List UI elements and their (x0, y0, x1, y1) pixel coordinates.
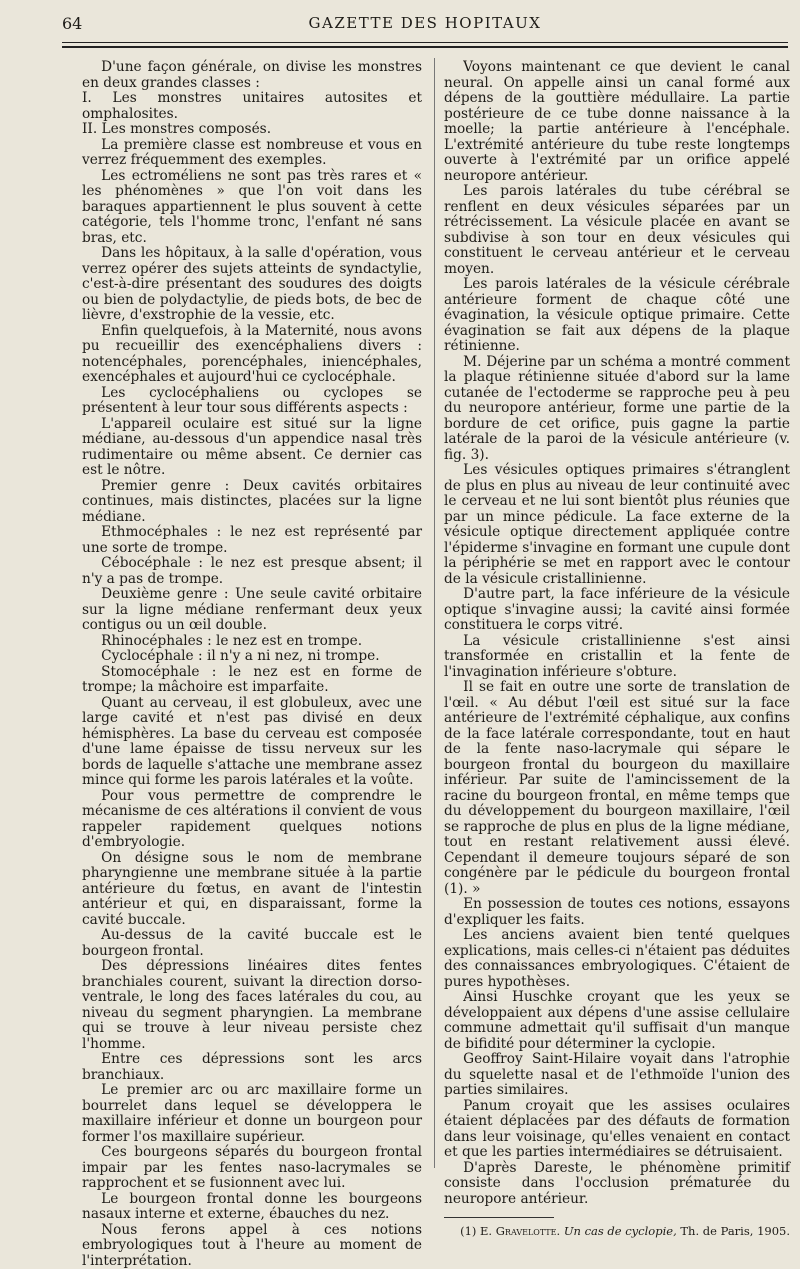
left-column (82, 60, 422, 1269)
paragraph: Entre ces dépressions sont les arcs branchiaux. (82, 1052, 422, 1083)
page-number: 64 (62, 14, 82, 33)
paragraph: Cébocéphale : le nez est presque absent; il n'y a pas de trompe. (82, 556, 422, 587)
running-title: GAZETTE DES HOPITAUX (62, 14, 788, 32)
paragraph: Des dépressions linéaires dites fentes branchiales courent, suivant la direction dorso-ventrale, le long des faces latérales du cou, au niveau du segment pharyngien. La membrane qui se trouve à leur niveau persiste chez l'homme. (82, 959, 422, 1052)
paragraph: Les vésicules optiques primaires s'étranglent de plus en plus au niveau de leur continuité avec le cerveau et ne lui sont bientôt plus réunies que par un mince pédicule. La face externe de la vésicule optique directement appliquée contre l'épiderme s'invagine en formant une cupule dont la périphérie se met en rapport avec le contour de la vésicule cristallinienne. (444, 463, 790, 587)
paragraph: Les cyclocéphaliens ou cyclopes se présentent à leur tour sous différents aspects : (82, 386, 422, 417)
paragraph: Deuxième genre : Une seule cavité orbitaire sur la ligne médiane renfermant deux yeux contigus ou un œil double. (82, 587, 422, 634)
paragraph: La vésicule cristallinienne s'est ainsi transformée en cristallin et la fente de l'invagination inférieure s'obture. (444, 634, 790, 681)
header-rule-thick (62, 46, 788, 48)
paragraph: Pour vous permettre de comprendre le mécanisme de ces altérations il convient de vous rappeler rapidement quelques notions d'embryologie. (82, 789, 422, 851)
paragraph: L'appareil oculaire est situé sur la ligne médiane, au-dessous d'un appendice nasal très rudimentaire ou même absent. Ce dernier cas est le nôtre. (82, 417, 422, 479)
paragraph: D'une façon générale, on divise les monstres en deux grandes classes : (82, 60, 422, 91)
paragraph: Ces bourgeons séparés du bourgeon frontal impair par les fentes naso-lacrymales se rapprochent et se fusionnent avec lui. (82, 1145, 422, 1192)
column-divider (434, 58, 435, 1168)
paragraph: D'après Dareste, le phénomène primitif consiste dans l'occlusion prématurée du neuropore antérieur. (444, 1161, 790, 1208)
paragraph: Panum croyait que les assises oculaires étaient déplacées par des défauts de formation dans leur voisinage, qu'elles venaient en contact et que les parties intermédiaires se détruisaient. (444, 1099, 790, 1161)
paragraph: Ainsi Huschke croyant que les yeux se développaient aux dépens d'une assise cellulaire commune admettait qu'il suffisait d'un manque de bifidité pour déterminer la cyclopie. (444, 990, 790, 1052)
paragraph: Quant au cerveau, il est globuleux, avec une large cavité et n'est pas divisé en deux hémisphères. La base du cerveau est composée d'une lame épaisse de tissu nerveux sur les bords de laquelle s'attache une membrane assez mince qui forme les parois latérales et la voûte. (82, 696, 422, 789)
paragraph: Geoffroy Saint-Hilaire voyait dans l'atrophie du squelette nasal et de l'ethmoïde l'union des parties similaires. (444, 1052, 790, 1099)
paragraph: Les anciens avaient bien tenté quelques explications, mais celles-ci n'étaient pas déduites des connaissances embryologiques. C'étaient de pures hypothèses. (444, 928, 790, 990)
header-rule-thin (62, 42, 788, 43)
footnote-title: Un cas de cyclopie, (564, 1224, 677, 1238)
paragraph: Cyclocéphale : il n'y a ni nez, ni trompe. (82, 649, 422, 665)
paragraph: Ethmocéphales : le nez est représenté par une sorte de trompe. (82, 525, 422, 556)
paragraph: Dans les hôpitaux, à la salle d'opération, vous verrez opérer des sujets atteints de syndactylie, c'est-à-dire présentant des soudures des doigts ou bien de polydactylie, de pieds bots, de bec de lièvre, d'exstrophie de la vessie, etc. (82, 246, 422, 324)
paragraph: Les parois latérales de la vésicule cérébrale antérieure forment de chaque côté une évagination, la vésicule optique primaire. Cette évagination se fait aux dépens de la plaque rétinienne. (444, 277, 790, 355)
paragraph: En possession de toutes ces notions, essayons d'expliquer les faits. (444, 897, 790, 928)
paragraph: Les parois latérales du tube cérébral se renflent en deux vésicules séparées par un rétrécissement. La vésicule placée en avant se subdivise à son tour en deux vésicules qui constituent le cerveau antérieur et le cerveau moyen. (444, 184, 790, 277)
footnote-marker: (1) E. (460, 1224, 492, 1238)
footnote-rule (444, 1217, 554, 1218)
paragraph: Stomocéphale : le nez est en forme de trompe; la mâchoire est imparfaite. (82, 665, 422, 696)
footnote-author: Gravelotte. (496, 1224, 560, 1238)
paragraph: Le bourgeon frontal donne les bourgeons nasaux interne et externe, ébauches du nez. (82, 1192, 422, 1223)
paragraph: Au-dessus de la cavité buccale est le bourgeon frontal. (82, 928, 422, 959)
paragraph: Le premier arc ou arc maxillaire forme un bourrelet dans lequel se développera le maxillaire inférieur et donne un bourgeon pour former l'os maxillaire supérieur. (82, 1083, 422, 1145)
paragraph: I. Les monstres unitaires autosites et omphalosites. (82, 91, 422, 122)
footnote (444, 1224, 790, 1238)
paragraph: Premier genre : Deux cavités orbitaires continues, mais distinctes, placées sur la ligne médiane. (82, 479, 422, 526)
footnote-source: Th. de Paris, 1905. (680, 1224, 790, 1238)
paragraph: Les ectroméliens ne sont pas très rares et « les phénomènes » que l'on voit dans les baraques appartiennent le plus souvent à cette catégorie, tels l'homme tronc, l'enfant né sans bras, etc. (82, 169, 422, 247)
paragraph: Il se fait en outre une sorte de translation de l'œil. « Au début l'œil est situé sur la face antérieure de l'extrémité céphalique, aux confins de la face latérale correspondante, tout en haut de la fente naso-lacrymale qui sépare le bourgeon frontal du bourgeon du maxillaire inférieur. Par suite de l'amincissement de la racine du bourgeon frontal, en même temps que du développement du bourgeon maxillaire, l'œil se rapproche de plus en plus de la ligne médiane, tout en restant relativement aussi élevé. Cependant il demeure toujours séparé de son congénère par le pédicule du bourgeon frontal (1). » (444, 680, 790, 897)
paragraph: D'autre part, la face inférieure de la vésicule optique s'invagine aussi; la cavité ainsi formée constituera le corps vitré. (444, 587, 790, 634)
paragraph: Nous ferons appel à ces notions embryologiques tout à l'heure au moment de l'interprétation. (82, 1223, 422, 1269)
right-column (444, 60, 790, 1238)
paragraph: M. Déjerine par un schéma a montré comment la plaque rétinienne située d'abord sur la lame cutanée de l'ectoderme se rapproche peu à peu du neuropore antérieur, forme une partie de la bordure de cet orifice, puis gagne la partie latérale de la paroi de la vésicule antérieure (v. fig. 3). (444, 355, 790, 464)
page-header (62, 14, 788, 40)
paragraph: Enfin quelquefois, à la Maternité, nous avons pu recueillir des exencéphaliens divers : notencéphales, porencéphales, iniencéphales, exencéphales et aujourd'hui ce cyclocéphale. (82, 324, 422, 386)
paragraph: On désigne sous le nom de membrane pharyngienne une membrane située à la partie antérieure du fœtus, en avant de l'intestin antérieur et qui, en disparaissant, forme la cavité buccale. (82, 851, 422, 929)
paragraph: Rhinocéphales : le nez est en trompe. (82, 634, 422, 650)
paragraph: Voyons maintenant ce que devient le canal neural. On appelle ainsi un canal formé aux dépens de la gouttière médullaire. La partie postérieure de ce tube donne naissance à la moelle; la partie antérieure à l'encéphale. L'extrémité antérieure du tube reste longtemps ouverte à l'extrémité par un orifice appelé neuropore antérieur. (444, 60, 790, 184)
paragraph: La première classe est nombreuse et vous en verrez fréquemment des exemples. (82, 138, 422, 169)
paragraph: II. Les monstres composés. (82, 122, 422, 138)
